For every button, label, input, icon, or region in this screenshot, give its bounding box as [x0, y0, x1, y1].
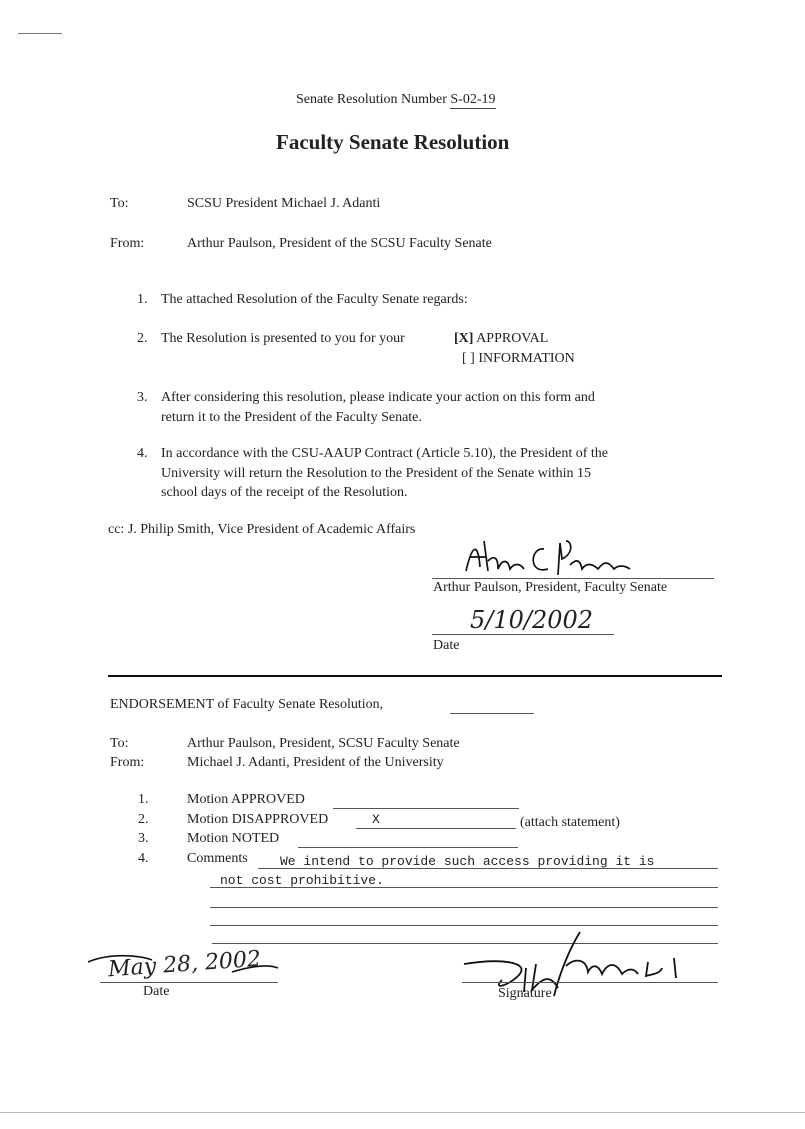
- endorsement-date-handwritten: May 28, 2002: [107, 946, 262, 983]
- comments-rule-2: [210, 887, 718, 888]
- motion-1-blank[interactable]: [333, 808, 519, 809]
- resolution-number: S-02-19: [450, 92, 496, 107]
- endorsement-from-label: From:: [110, 755, 145, 770]
- checkbox-approval[interactable]: [454, 331, 548, 347]
- item-1-num: 1.: [137, 292, 148, 307]
- endorsement-from-value: Michael J. Adanti, President of the University: [187, 755, 444, 770]
- comments-rule-1: [258, 868, 718, 869]
- motion-2-blank[interactable]: [356, 828, 516, 829]
- motion-2-mark: X: [372, 812, 380, 827]
- endorsement-to-value: Arthur Paulson, President, SCSU Faculty Senate: [187, 736, 460, 751]
- senate-signature-caption: Arthur Paulson, President, Faculty Senate: [433, 580, 668, 595]
- section-divider: [108, 675, 722, 677]
- checkbox-approval-label: APPROVAL: [476, 331, 549, 346]
- comments-line-2: not cost prohibitive.: [220, 873, 384, 888]
- from-label: From:: [110, 236, 145, 251]
- cc-line: cc: J. Philip Smith, Vice President of Academic Affairs: [108, 522, 416, 537]
- comments-rule-4: [210, 925, 718, 926]
- item-2-num: 2.: [137, 331, 148, 346]
- item-3-num: 3.: [137, 390, 148, 405]
- item-1-text: The attached Resolution of the Faculty Senate regards:: [161, 292, 468, 307]
- senate-date-line: [432, 634, 614, 635]
- motion-1-num: 1.: [138, 792, 149, 807]
- comments-label: Comments: [187, 851, 248, 866]
- scan-mark: [18, 33, 62, 34]
- motion-3-num: 3.: [138, 831, 149, 846]
- endorsement-heading-blank: [450, 713, 534, 714]
- signature-line: [462, 982, 718, 983]
- item-4-num: 4.: [137, 446, 148, 461]
- date-flourish: [82, 952, 282, 982]
- senate-date-handwritten: 5/10/2002: [470, 606, 594, 634]
- motion-3-blank[interactable]: [298, 847, 518, 848]
- motion-2-label: Motion DISAPPROVED: [187, 812, 329, 827]
- item-2-text: The Resolution is presented to you for your: [161, 331, 405, 346]
- comments-rule-3: [210, 907, 718, 908]
- checkbox-information-label: INFORMATION: [478, 351, 575, 366]
- bottom-scan-edge: [0, 1112, 805, 1113]
- senate-signature-line: [432, 578, 714, 579]
- checkbox-information[interactable]: [462, 351, 575, 367]
- to-label: To:: [110, 196, 129, 211]
- signature-caption: Signature: [498, 986, 552, 1001]
- to-value: SCSU President Michael J. Adanti: [187, 196, 381, 211]
- endorsement-date-caption: Date: [143, 984, 170, 999]
- from-value: Arthur Paulson, President of the SCSU Faculty Senate: [187, 236, 492, 251]
- motion-2-suffix: (attach statement): [520, 815, 620, 830]
- motion-2-num: 2.: [138, 812, 149, 827]
- endorsement-heading-text: ENDORSEMENT of Faculty Senate Resolution,: [110, 697, 384, 712]
- item-4-line-2: University will return the Resolution to the President of the Senate within 15: [161, 466, 592, 481]
- comments-num: 4.: [138, 851, 149, 866]
- item-3-line-1: After considering this resolution, please indicate your action on this form and: [161, 390, 595, 405]
- endorsement-heading: [110, 697, 383, 713]
- endorsement-to-label: To:: [110, 736, 129, 751]
- checkbox-approval-mark: [X]: [454, 331, 474, 346]
- item-3-line-2: return it to the President of the Faculty Senate.: [161, 410, 422, 425]
- senate-signature: [458, 535, 648, 581]
- page-title: Faculty Senate Resolution: [276, 130, 510, 154]
- checkbox-information-mark: [ ]: [462, 351, 475, 366]
- item-4-line-1: In accordance with the CSU-AAUP Contract (Article 5.10), the President of the: [161, 446, 608, 461]
- endorsement-date-line: [100, 982, 278, 983]
- motion-3-label: Motion NOTED: [187, 831, 280, 846]
- resolution-number-line: [296, 92, 496, 109]
- item-4-line-3: school days of the receipt of the Resolution.: [161, 485, 408, 500]
- comments-line-1: We intend to provide such access providing it is: [280, 854, 655, 869]
- senate-date-caption: Date: [433, 638, 460, 653]
- motion-1-label: Motion APPROVED: [187, 792, 305, 807]
- resolution-number-label: Senate Resolution Number: [296, 92, 447, 107]
